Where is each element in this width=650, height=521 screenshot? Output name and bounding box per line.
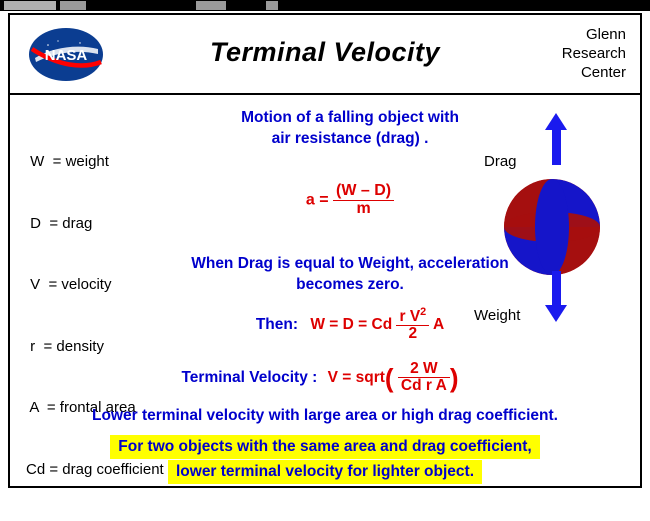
acceleration-lhs: a = (305, 191, 329, 209)
then-equation-start: W = D = Cd (310, 315, 393, 333)
highlight-line-2: lower terminal velocity for lighter object. (168, 460, 482, 484)
legend-item: D = drag (26, 214, 93, 232)
then-numerator (396, 307, 429, 326)
slide-card (8, 13, 642, 488)
terminal-paren-close: ) (449, 362, 459, 393)
org-line-1: Glenn (585, 26, 626, 43)
slide-header (10, 15, 640, 95)
chrome-chip-2 (60, 1, 86, 10)
drag-label: Drag (484, 153, 517, 170)
intro-line-1: Motion of a falling object with (241, 109, 459, 126)
terminal-fraction (398, 361, 450, 395)
highlighted-conclusion (10, 435, 640, 484)
then-numerator-text: r V (399, 308, 421, 326)
weight-arrow-shaft-icon (552, 271, 561, 307)
terminal-velocity-equation (100, 361, 540, 395)
legend-item: V = velocity (26, 276, 112, 293)
ball-band-vertical (535, 179, 569, 275)
page-title: Terminal Velocity (209, 37, 441, 67)
acceleration-denominator: m (356, 199, 371, 217)
legend-item: r = density (26, 337, 104, 355)
weight-arrow-head-icon (545, 305, 567, 322)
intro-text (180, 107, 520, 149)
svg-text:NASA: NASA (44, 47, 88, 64)
legend-item: A = frontal area (26, 399, 136, 416)
then-numerator-exponent: 2 (420, 306, 427, 318)
terminal-paren-open: ( (384, 362, 394, 393)
then-fraction (396, 307, 429, 343)
falling-object-ball-icon (504, 179, 600, 275)
drag-arrow-head-icon (545, 113, 567, 130)
terminal-numerator: 2 W (398, 361, 450, 378)
organization-label (562, 25, 626, 82)
highlight-line-1: For two objects with the same area and drag coefficient, (110, 435, 539, 459)
chrome-chip-3 (196, 1, 226, 10)
chrome-chip-1 (4, 1, 56, 10)
chrome-chip-4 (266, 1, 278, 10)
conclusion-line: Lower terminal velocity with large area or high drag coefficient. (92, 407, 558, 424)
org-line-3: Center (580, 64, 626, 81)
acceleration-numerator: (W – D) (333, 183, 394, 201)
legend-item: Cd = drag coefficient (26, 460, 164, 478)
equilibrium-line-1: When Drag is equal to Weight, (191, 255, 414, 272)
acceleration-fraction (333, 183, 394, 218)
force-diagram (474, 111, 624, 346)
legend-item: W = weight (26, 153, 109, 170)
window-chrome-strip (0, 0, 650, 11)
then-denominator: 2 (408, 325, 418, 343)
then-equation-tail: A (432, 315, 445, 333)
equilibrium-text (180, 253, 520, 295)
equilibrium-line-2: acceleration becomes zero. (296, 255, 509, 293)
org-line-2: Research (561, 45, 626, 62)
drag-arrow-shaft-icon (552, 129, 561, 165)
then-label: Then: (255, 315, 299, 333)
terminal-denominator: Cd r A (400, 377, 447, 395)
terminal-label: Terminal Velocity : (181, 368, 318, 386)
terminal-equation-lhs: V = sqrt (327, 368, 385, 386)
intro-line-2: air resistance (drag) . (271, 130, 429, 147)
acceleration-equation (180, 183, 520, 218)
weight-label: Weight (474, 307, 521, 324)
